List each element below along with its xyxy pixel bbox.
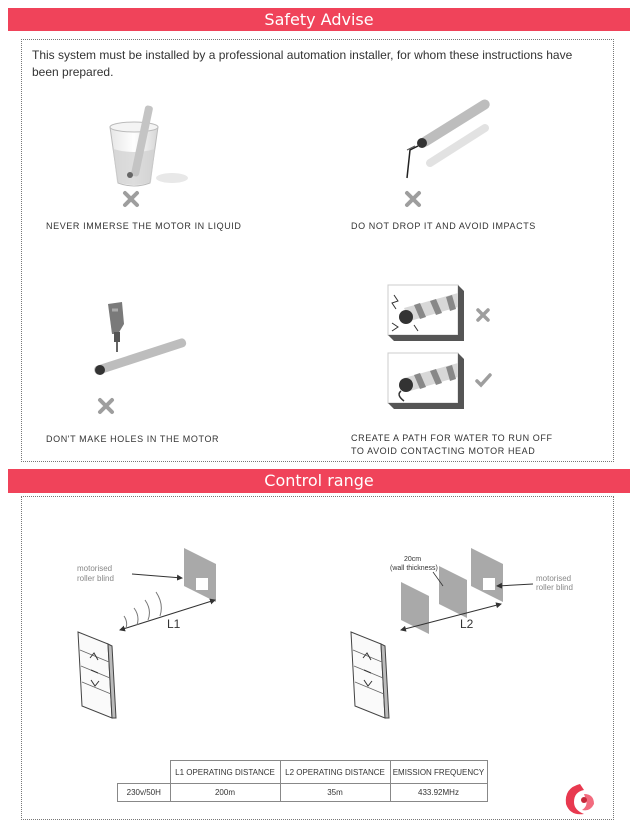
wall-2	[439, 566, 467, 618]
caption-water-line2: TO AVOID CONTACTING MOTOR HEAD	[351, 446, 536, 456]
drop-illustration	[385, 98, 495, 213]
caption-holes: DON'T MAKE HOLES IN THE MOTOR	[46, 434, 220, 444]
table-cell: 35m	[280, 784, 390, 802]
drill-illustration	[88, 300, 198, 418]
safety-intro: This system must be installed by a professional automation installer, for whom these instructions have been prepared.	[32, 48, 573, 79]
control-banner: Control range	[8, 469, 630, 493]
wall-thickness-label: (wall thickness)	[390, 565, 438, 572]
roller-blind-1	[184, 548, 216, 602]
cross-icon	[100, 400, 112, 412]
wall-thickness-value: 20cm	[404, 556, 422, 563]
table-header-cell: EMISSION FREQUENCY	[390, 761, 487, 784]
blind-label-2b: roller blind	[536, 583, 573, 592]
range-diagram-l2	[345, 540, 545, 725]
blind-label-2a: motorised	[536, 574, 572, 583]
table-header-cell	[118, 761, 171, 784]
cross-icon	[407, 193, 419, 205]
table-cell: 200m	[170, 784, 280, 802]
correct-install-panel	[388, 353, 464, 409]
distance-label-l1: L1	[167, 617, 181, 631]
cross-icon	[478, 310, 488, 320]
roller-blind-2	[471, 548, 503, 602]
caption-immerse: NEVER IMMERSE THE MOTOR IN LIQUID	[46, 221, 242, 231]
check-icon	[477, 375, 490, 385]
table-header-cell: L1 OPERATING DISTANCE	[170, 761, 280, 784]
distance-label-l2: L2	[460, 617, 474, 631]
safety-banner: Safety Advise	[8, 8, 630, 31]
remote-control-2	[351, 632, 389, 718]
cross-icon	[125, 193, 137, 205]
table-header-cell: L2 OPERATING DISTANCE	[280, 761, 390, 784]
liquid-illustration	[100, 105, 190, 210]
water-path-illustration	[384, 283, 496, 411]
table-header-row	[118, 761, 488, 784]
blind-label-1b: roller blind	[77, 574, 114, 583]
caption-drop: DO NOT DROP IT AND AVOID IMPACTS	[351, 221, 536, 231]
table-cell: 433.92MHz	[390, 784, 487, 802]
caption-water-line1: CREATE A PATH FOR WATER TO RUN OFF	[351, 433, 553, 443]
brand-logo-icon	[560, 780, 600, 820]
remote-control	[78, 632, 116, 718]
spec-table	[117, 760, 488, 802]
table-cell: 230v/50H	[118, 784, 171, 802]
blind-label-1a: motorised	[77, 564, 113, 573]
wrong-install-panel	[388, 285, 464, 341]
table-row	[118, 784, 488, 802]
